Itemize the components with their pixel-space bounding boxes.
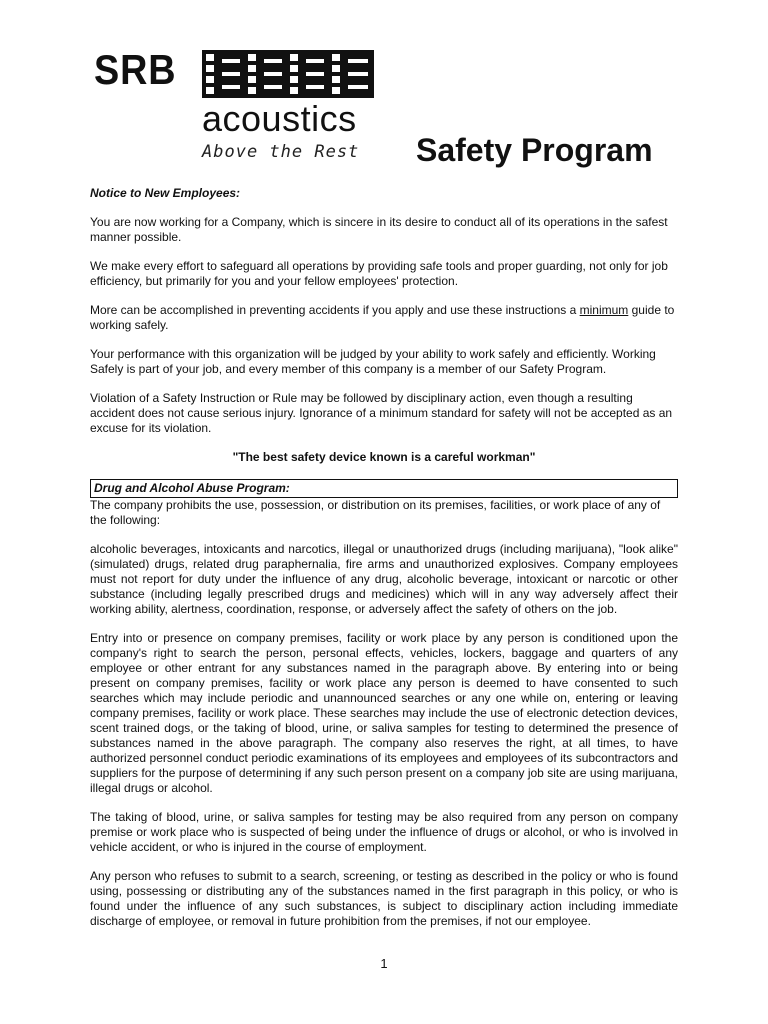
company-logo bbox=[94, 44, 384, 169]
section-paragraph-2: The taking of blood, urine, or saliva samples for testing may be also required from any person on company premise or work place who is suspected of being under the influence of drugs or alcohol, or who is involved in vehicle accident, or who is injured in the course of employment. bbox=[90, 810, 678, 854]
paragraph-2: We make every effort to safeguard all operations by providing safe tools and proper guarding, not only for job efficiency, but primarily for you and your fellow employees' protection. bbox=[90, 259, 668, 288]
paragraph-3 bbox=[90, 303, 678, 333]
section-paragraph-3: Any person who refuses to submit to a search, screening, or testing as described in the policy or who is found using, possessing or distributing any of the substances named in the first paragraph in this policy, or who is found under the influence of any such substances, is subject to disciplinary action including immediate discharge of employee, or removal in future prohibition from the premises, if not our employee. bbox=[90, 869, 678, 928]
prohibited-items: alcoholic beverages, intoxicants and narcotics, illegal or unauthorized drugs (including marijuana), "look alike" (simulated) drugs, related drug paraphernalia, fire arms and unauthorized explosives. Company employees must not report for duty under the influence of any drug, alcoholic beverage, intoxicant or narcotic or other substance (including legally prescribed drugs and medicines) which will in any way adversely affect their working ability, alertness, coordination, response, or adversely affect the safety of others on the job. bbox=[90, 542, 678, 616]
section-intro: The company prohibits the use, possession, or distribution on its premises, facilities, or work place of any of the following: bbox=[90, 498, 661, 527]
paragraph-5: Violation of a Safety Instruction or Rule may be followed by disciplinary action, even though a resulting accident does not cause serious injury. Ignorance of a minimum standard for safety will not be accepted as an excuse for its violation. bbox=[90, 391, 673, 435]
document-title: Safety Program bbox=[416, 132, 653, 168]
underlined-word: minimum bbox=[579, 303, 629, 317]
page-number: 1 bbox=[380, 956, 388, 971]
logo-grid-mark bbox=[202, 50, 374, 98]
paragraph-1: You are now working for a Company, which is sincere in its desire to conduct all of its operations in the safest manner possible. bbox=[90, 215, 668, 244]
paragraph-3-after: guide to working safely. bbox=[90, 303, 675, 332]
paragraph-4: Your performance with this organization will be judged by your ability to work safely and efficiently. Working Safely is part of your job, and every member of this company is a member of our Safety Program. bbox=[90, 347, 656, 376]
document-body bbox=[90, 186, 678, 943]
paragraph-3-before: More can be accomplished in preventing accidents if you apply and use these instructions a bbox=[90, 303, 580, 317]
logo-tagline: Above the Rest bbox=[202, 142, 360, 162]
safety-quote: "The best safety device known is a careful workman" bbox=[232, 450, 536, 464]
notice-heading: Notice to New Employees: bbox=[90, 186, 241, 200]
logo-brand: SRB bbox=[94, 46, 177, 93]
logo-name: acoustics bbox=[202, 98, 357, 139]
section-paragraph-1: Entry into or presence on company premises, facility or work place by any person is conditioned upon the company's right to search the person, personal effects, vehicles, lockers, baggage and quarters of any employee or other entrant for any substances named in the paragraph above. By entering into or being present on company premises, facility or work place any person is deemed to have consented to such searches which may include periodic and unannounced searches or any one while on, entering or leaving company premises, facility or work place. These searches may include the use of electronic detection devices, scent trained dogs, or the taking of blood, urine, or saliva samples for testing to determined the presence of substances named in the above paragraph. The company also reserves the right, at all times, to have authorized personnel conduct periodic examinations of its employees and employees of its subcontractors and suppliers for the purpose of determining if any such person present on a company job site are using marijuana, illegal drugs or alcohol. bbox=[90, 631, 678, 795]
section-heading: Drug and Alcohol Abuse Program: bbox=[90, 479, 678, 498]
